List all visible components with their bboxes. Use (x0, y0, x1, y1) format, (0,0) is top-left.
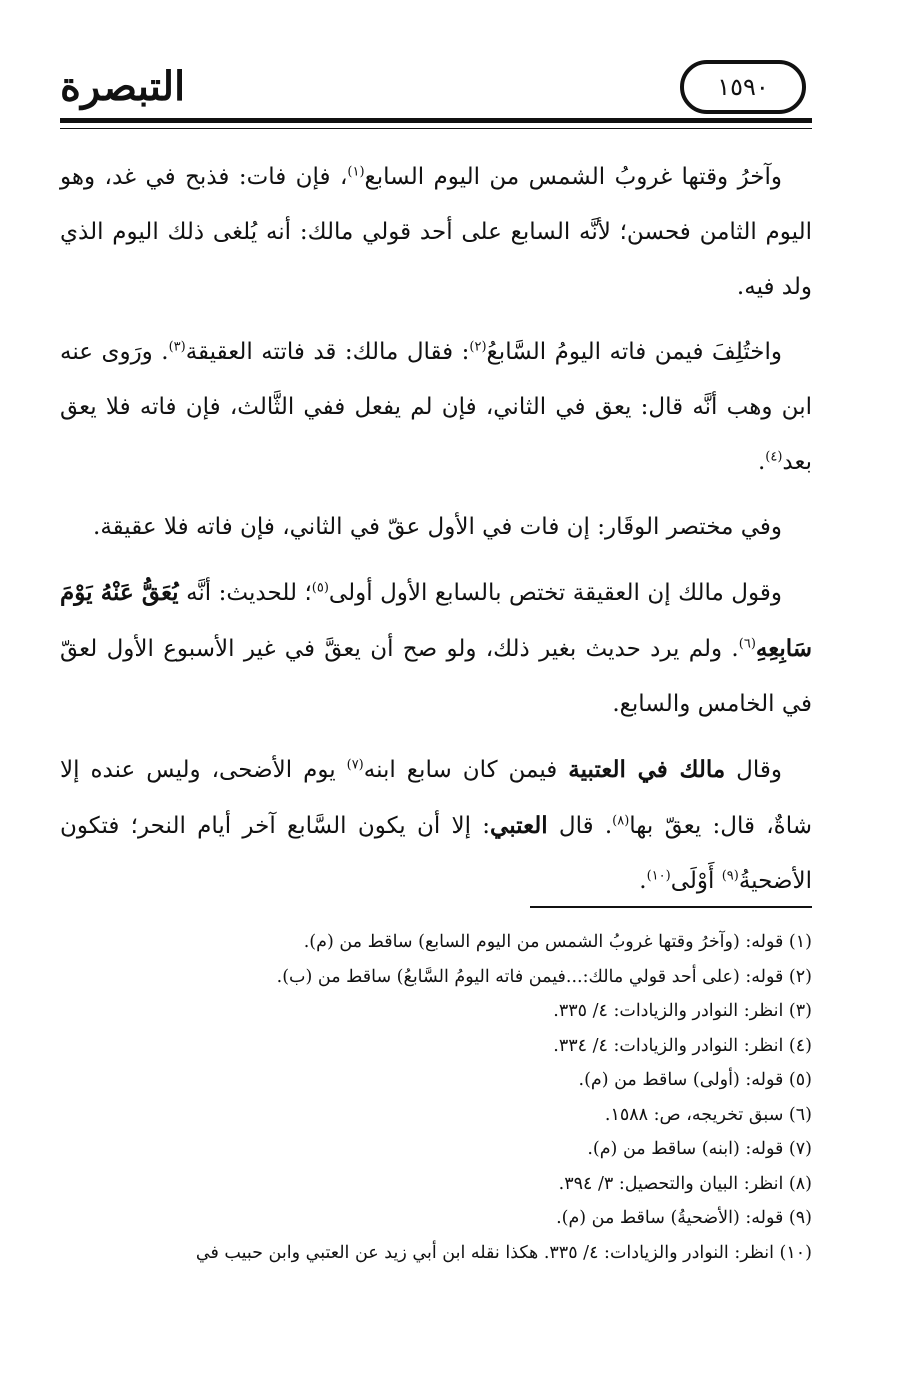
text-segment: . (757, 449, 766, 475)
text-segment: ؛ للحديث: أنَّه (178, 580, 312, 606)
footnote-reference: (٥) (311, 580, 329, 596)
footnote: (٢) قوله: (على أحد قولي مالك:...فيمن فاته اليومُ السَّابعُ) ساقط من (ب). (276, 966, 812, 987)
text-segment: وآخرُ وقتها غروبُ الشمس من اليوم السابع (364, 164, 782, 190)
footnote-reference: (٤) (765, 449, 783, 465)
footnote-reference: (٧) (346, 757, 364, 773)
text-segment: . قال (547, 813, 613, 839)
text-segment: . ورَوى عنه ابن وهب أنَّه قال: يعق في الثاني، فإن لم يفعل ففي الثَّالث، فإن فاته فلا يعق بعد (60, 339, 812, 475)
text-segment: يوم الأضحى، وليس عنده إلا شاةٌ، قال: يعقّ بها (60, 757, 812, 839)
paragraph (60, 500, 812, 555)
book-title: التبصرة (60, 63, 186, 110)
footnote: (٦) سبق تخريجه، ص: ١٥٨٨. (604, 1104, 812, 1125)
text-segment: . ولم يرد حديث بغير ذلك، ولو صح أن يعقَّ في غير الأسبوع الأول لعقّ في الخامس والسابع. (60, 636, 812, 717)
footnote: (٤) انظر: النوادر والزيادات: ٤/ ٣٣٤. (553, 1035, 812, 1056)
footnote: (١٠) انظر: النوادر والزيادات: ٤/ ٣٣٥. هكذا نقله ابن أبي زيد عن العتبي وابن حبيب في (195, 1242, 812, 1263)
footnote: (١) قوله: (وآخرُ وقتها غروبُ الشمس من اليوم السابع) ساقط من (م). (303, 932, 812, 952)
text-segment: ، فإن فات: فذبح في غد، وهو اليوم الثامن فحسن؛ لأنَّه السابع على أحد قولي مالك: أنه يُلغى ذلك اليوم الذي ولد فيه. (60, 164, 812, 300)
text-segment: : فقال مالك: قد فاتته العقيقة (185, 339, 470, 365)
footnote-reference: (٨) (612, 813, 630, 829)
text-segment: وقال (725, 757, 782, 783)
footnote-reference: (٦) (738, 636, 756, 652)
header-rule-thin (60, 128, 812, 129)
footnote: (٥) قوله: (أولى) ساقط من (م). (578, 1070, 812, 1090)
paragraph (60, 742, 812, 909)
text-segment: وفي مختصر الوقَار: إن فات في الأول عقّ في الثاني، فإن فاته فلا عقيقة. (93, 514, 782, 540)
footnote: (٧) قوله: (ابنه) ساقط من (م). (587, 1139, 812, 1159)
text-segment: أَوْلَى (670, 868, 722, 894)
footnote: (٩) قوله: (الأضحيةُ) ساقط من (م). (556, 1208, 812, 1228)
text-segment: : إلا أن يكون السَّابع آخر أيام النحر؛ فتكون الأضحيةُ (60, 813, 812, 894)
footnote-reference: (١٠) (646, 868, 671, 884)
footnote: (٨) انظر: البيان والتحصيل: ٣/ ٣٩٤. (558, 1173, 812, 1194)
footnotes (60, 925, 812, 1270)
footnote-reference: (٢) (469, 339, 487, 355)
page-number-badge (680, 60, 806, 114)
page-number: ١٥٩٠ (717, 73, 769, 101)
main-text (60, 150, 812, 919)
emphasized-text: مالك في العتبية (568, 756, 726, 783)
page-header (60, 52, 812, 132)
paragraph (60, 325, 812, 490)
text-segment: واختُلِفَ فيمن فاته اليومُ السَّابعُ (486, 339, 782, 365)
paragraph (60, 565, 812, 732)
footnote-separator (530, 906, 812, 908)
text-segment: وقول مالك إن العقيقة تختص بالسابع الأول أولى (328, 580, 783, 606)
header-rule (60, 118, 812, 123)
text-segment: . (639, 868, 647, 894)
footnote-reference: (٣) (168, 339, 186, 355)
emphasized-text: يُعَقُّ عَنْهُ يَوْمَ سَابِعِهِ (60, 579, 812, 662)
paragraph (60, 150, 812, 315)
text-segment: فيمن كان سابع ابنه (363, 757, 569, 783)
footnote-reference: (٩) (721, 868, 739, 884)
footnote-reference: (١) (347, 164, 365, 180)
footnote: (٣) انظر: النوادر والزيادات: ٤/ ٣٣٥. (553, 1001, 812, 1021)
emphasized-text: العتبي (490, 812, 548, 839)
